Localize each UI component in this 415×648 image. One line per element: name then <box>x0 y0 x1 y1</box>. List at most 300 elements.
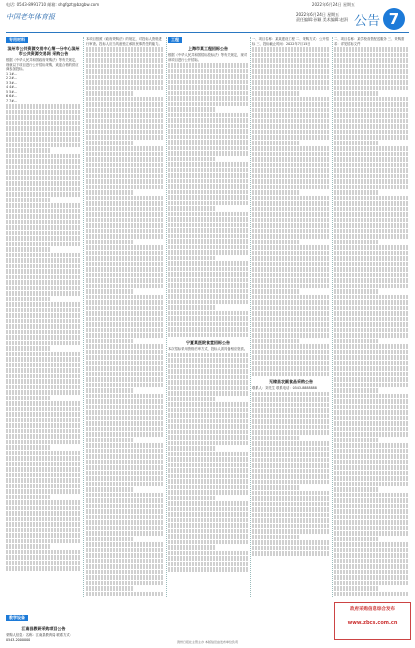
text-line-placeholder <box>334 493 409 498</box>
text-line-placeholder <box>252 372 330 377</box>
text-line-placeholder <box>6 115 81 120</box>
text-line-placeholder <box>334 311 409 316</box>
text-line-placeholder <box>168 283 248 288</box>
list-item: 4 4#... <box>6 85 18 89</box>
text-line-placeholder <box>6 346 51 351</box>
text-line-placeholder <box>334 482 409 487</box>
text-line-placeholder <box>86 438 133 443</box>
text-line-placeholder <box>334 498 409 503</box>
text-line-placeholder <box>252 267 330 272</box>
text-line-placeholder <box>168 223 248 228</box>
ad-url: www.zbcs.com.cn <box>347 620 398 626</box>
text-line-placeholder <box>252 47 330 52</box>
text-line-placeholder <box>334 570 409 575</box>
article-title: 上海市某工程招标公告 <box>188 46 228 51</box>
text-line-placeholder <box>334 438 379 443</box>
text-line-placeholder <box>252 408 330 413</box>
text-line-placeholder <box>334 449 409 454</box>
text-line-placeholder <box>6 110 81 115</box>
text-line-placeholder <box>168 217 248 222</box>
text-line-placeholder <box>86 174 164 179</box>
text-line-placeholder <box>6 462 81 467</box>
text-line-placeholder <box>334 515 409 520</box>
text-line-placeholder <box>168 91 248 96</box>
text-line-placeholder <box>6 324 81 329</box>
text-line-placeholder <box>252 392 330 397</box>
text-line-placeholder <box>252 273 330 278</box>
text-line-placeholder <box>252 366 330 371</box>
text-line-placeholder <box>168 322 248 327</box>
text-line-placeholder <box>334 416 409 421</box>
text-line-placeholder <box>252 146 330 151</box>
text-line-placeholder <box>252 430 330 435</box>
text-line-placeholder <box>86 586 133 591</box>
text-line-placeholder <box>168 534 248 539</box>
header-date: 2022年6月24日 星期五 <box>296 12 340 17</box>
text-line-placeholder <box>86 592 164 597</box>
advertisement-box <box>334 602 411 640</box>
list-item: 5 5#... <box>6 89 18 94</box>
article-text: 联系人：刘先生 联系电话：0543-8888888 <box>252 386 317 390</box>
list-item: 2 2#... <box>6 76 18 80</box>
text-line-placeholder <box>252 311 330 316</box>
text-line-placeholder <box>334 465 409 470</box>
text-line-placeholder <box>6 561 81 566</box>
text-line-placeholder <box>252 491 330 496</box>
text-line-placeholder <box>334 542 409 547</box>
text-line-placeholder <box>6 478 81 483</box>
text-line-placeholder <box>86 575 164 580</box>
text-line-placeholder <box>6 517 81 522</box>
text-line-placeholder <box>168 184 248 189</box>
text-line-placeholder <box>6 434 81 439</box>
text-line-placeholder <box>252 240 299 245</box>
text-line-placeholder <box>252 201 330 206</box>
header-editors: 责任编辑:孙颖 美术编辑:赵涓 <box>296 17 348 22</box>
text-line-placeholder <box>334 102 409 107</box>
text-line-placeholder <box>168 369 248 374</box>
text-line-placeholder <box>168 80 248 85</box>
text-line-placeholder <box>6 269 81 274</box>
text-line-placeholder <box>6 566 81 571</box>
text-line-placeholder <box>168 507 248 512</box>
text-line-placeholder <box>252 524 330 529</box>
text-line-placeholder <box>86 449 164 454</box>
article-title: 宁夏某医院食堂招标公告 <box>186 340 230 345</box>
text-line-placeholder <box>86 190 133 195</box>
text-line-placeholder <box>334 317 409 322</box>
text-line-placeholder <box>168 239 248 244</box>
text-line-placeholder <box>86 185 164 190</box>
text-line-placeholder <box>6 308 81 313</box>
text-line-placeholder <box>168 413 248 418</box>
text-line-placeholder <box>168 468 248 473</box>
text-line-placeholder <box>6 357 81 362</box>
text-line-placeholder <box>86 394 164 399</box>
text-line-placeholder <box>334 509 409 514</box>
text-line-placeholder <box>86 152 164 157</box>
text-line-placeholder <box>86 372 164 377</box>
text-line-placeholder <box>168 118 248 123</box>
section-tag: 工程 <box>168 37 182 43</box>
text-line-placeholder <box>6 330 81 335</box>
text-line-placeholder <box>86 564 164 569</box>
section-title: 公告 <box>354 14 381 29</box>
text-line-placeholder <box>6 473 81 478</box>
text-line-placeholder <box>6 209 81 214</box>
text-line-placeholder <box>6 539 81 544</box>
text-line-placeholder <box>334 394 409 399</box>
text-line-placeholder <box>6 104 81 109</box>
text-line-placeholder <box>334 355 409 360</box>
text-line-placeholder <box>334 278 409 283</box>
text-line-placeholder <box>334 196 409 201</box>
text-line-placeholder <box>252 452 330 457</box>
column-2 <box>86 37 164 597</box>
text-line-placeholder <box>6 440 81 445</box>
text-line-placeholder <box>334 218 409 223</box>
text-line-placeholder <box>334 152 409 157</box>
text-line-placeholder <box>168 129 248 134</box>
text-line-placeholder <box>168 562 248 567</box>
text-line-placeholder <box>86 482 164 487</box>
text-line-placeholder <box>86 267 164 272</box>
text-line-placeholder <box>6 522 81 527</box>
section-tag: 专用材料 <box>6 37 28 43</box>
text-line-placeholder <box>252 245 330 250</box>
text-line-placeholder <box>334 135 409 140</box>
text-line-placeholder <box>86 141 133 146</box>
text-line-placeholder <box>334 119 409 124</box>
text-line-placeholder <box>168 501 248 506</box>
text-line-placeholder <box>86 542 164 547</box>
text-line-placeholder <box>168 391 248 396</box>
text-line-placeholder <box>168 397 216 402</box>
text-line-placeholder <box>6 297 51 302</box>
article-title: 滨州市公共资源交易中心第一分中心滨州市公共资源交易网 采购公告 <box>7 46 80 56</box>
text-line-placeholder <box>86 295 164 300</box>
text-line-placeholder <box>86 278 164 283</box>
text-line-placeholder <box>334 91 379 96</box>
text-line-placeholder <box>334 174 409 179</box>
text-line-placeholder <box>86 454 164 459</box>
text-line-placeholder <box>252 463 330 468</box>
column-5 <box>334 37 409 597</box>
text-line-placeholder <box>6 143 81 148</box>
text-line-placeholder <box>6 247 51 252</box>
text-line-placeholder <box>252 295 330 300</box>
text-line-placeholder <box>252 80 330 85</box>
text-line-placeholder <box>6 412 81 417</box>
text-line-placeholder <box>86 311 164 316</box>
header-rule <box>6 32 409 33</box>
text-line-placeholder <box>334 372 409 377</box>
text-line-placeholder <box>6 121 81 126</box>
column-4 <box>252 37 330 597</box>
text-line-placeholder <box>252 135 330 140</box>
text-line-placeholder <box>6 429 81 434</box>
text-line-placeholder <box>86 284 164 289</box>
column-divider <box>166 37 167 597</box>
column-3 <box>168 37 248 597</box>
text-line-placeholder <box>252 262 330 267</box>
text-line-placeholder <box>168 289 248 294</box>
text-line-placeholder <box>86 86 164 91</box>
list-item: 3 3#... <box>6 80 18 85</box>
text-line-placeholder <box>86 493 164 498</box>
text-line-placeholder <box>86 339 133 344</box>
text-line-placeholder <box>86 322 164 327</box>
text-line-placeholder <box>86 47 164 52</box>
text-line-placeholder <box>6 319 81 324</box>
text-line-placeholder <box>168 228 248 233</box>
text-line-placeholder <box>168 179 248 184</box>
header-info <box>296 12 348 22</box>
text-line-placeholder <box>6 467 81 472</box>
text-line-placeholder <box>334 240 379 245</box>
text-line-placeholder <box>168 518 248 523</box>
text-line-placeholder <box>168 256 216 261</box>
text-line-placeholder <box>168 457 248 462</box>
text-line-placeholder <box>252 91 299 96</box>
text-line-placeholder <box>334 64 409 69</box>
text-line-placeholder <box>6 456 81 461</box>
text-line-placeholder <box>334 69 409 74</box>
text-line-placeholder <box>168 135 248 140</box>
text-line-placeholder <box>86 377 164 382</box>
text-line-placeholder <box>334 141 379 146</box>
text-line-placeholder <box>334 344 409 349</box>
text-line-placeholder <box>86 553 164 558</box>
text-line-placeholder <box>86 471 164 476</box>
text-line-placeholder <box>168 419 248 424</box>
text-line-placeholder <box>252 350 330 355</box>
text-line-placeholder <box>334 97 409 102</box>
text-line-placeholder <box>252 355 330 360</box>
text-line-placeholder <box>86 53 164 58</box>
text-line-placeholder <box>6 225 81 230</box>
text-line-placeholder <box>168 69 248 74</box>
text-line-placeholder <box>86 289 133 294</box>
text-line-placeholder <box>168 512 248 517</box>
text-line-placeholder <box>334 223 409 228</box>
text-line-placeholder <box>168 190 248 195</box>
text-line-placeholder <box>252 306 330 311</box>
text-line-placeholder <box>86 520 164 525</box>
text-line-placeholder <box>6 379 81 384</box>
text-line-placeholder <box>334 333 409 338</box>
text-line-placeholder <box>6 363 81 368</box>
text-line-placeholder <box>252 64 330 69</box>
text-line-placeholder <box>86 130 164 135</box>
text-line-placeholder <box>252 284 330 289</box>
text-line-placeholder <box>6 396 51 401</box>
text-line-placeholder <box>168 146 248 151</box>
text-line-placeholder <box>6 401 81 406</box>
text-line-placeholder <box>86 168 164 173</box>
text-line-placeholder <box>168 452 248 457</box>
text-line-placeholder <box>334 592 409 597</box>
text-line-placeholder <box>334 504 409 509</box>
text-line-placeholder <box>252 333 330 338</box>
text-line-placeholder <box>334 454 409 459</box>
text-line-placeholder <box>86 416 164 421</box>
text-line-placeholder <box>168 402 248 407</box>
text-line-placeholder <box>252 322 330 327</box>
text-line-placeholder <box>168 113 248 118</box>
text-line-placeholder <box>334 229 409 234</box>
article-text: 本项目按照《政府采购法》的规定，对投标人资格进行审查。投标人应当具备独立承担民事责任的能力。 <box>86 37 162 46</box>
text-line-placeholder <box>86 333 164 338</box>
text-line-placeholder <box>252 190 299 195</box>
text-line-placeholder <box>86 531 164 536</box>
text-line-placeholder <box>6 489 81 494</box>
text-line-placeholder <box>334 124 409 129</box>
text-line-placeholder <box>168 430 248 435</box>
text-line-placeholder <box>252 179 330 184</box>
text-line-placeholder <box>86 405 164 410</box>
text-line-placeholder <box>168 551 248 556</box>
text-line-placeholder <box>6 187 81 192</box>
text-line-placeholder <box>6 291 81 296</box>
text-line-placeholder <box>168 267 248 272</box>
text-line-placeholder <box>252 196 330 201</box>
text-line-placeholder <box>86 300 164 305</box>
column-divider <box>250 37 251 597</box>
text-line-placeholder <box>334 267 409 272</box>
text-line-placeholder <box>168 567 248 572</box>
text-line-placeholder <box>168 556 248 561</box>
text-line-placeholder <box>6 528 81 533</box>
text-line-placeholder <box>334 559 409 564</box>
text-line-placeholder <box>252 339 299 344</box>
text-line-placeholder <box>334 537 379 542</box>
text-line-placeholder <box>168 316 248 321</box>
text-line-placeholder <box>168 102 248 107</box>
text-line-placeholder <box>86 487 133 492</box>
text-line-placeholder <box>168 250 248 255</box>
text-line-placeholder <box>86 366 164 371</box>
text-line-placeholder <box>86 135 164 140</box>
text-line-placeholder <box>252 58 330 63</box>
text-line-placeholder <box>168 300 248 305</box>
text-line-placeholder <box>168 496 216 501</box>
text-line-placeholder <box>86 212 164 217</box>
text-line-placeholder <box>252 174 330 179</box>
text-line-placeholder <box>252 535 299 540</box>
text-line-placeholder <box>334 421 409 426</box>
text-line-placeholder <box>86 498 164 503</box>
text-line-placeholder <box>252 474 330 479</box>
text-line-placeholder <box>6 313 81 318</box>
text-line-placeholder <box>6 511 81 516</box>
text-line-placeholder <box>168 195 248 200</box>
text-line-placeholder <box>168 441 248 446</box>
text-line-placeholder <box>86 75 164 80</box>
ad-title: 政府采购信息综合发布 <box>350 607 395 612</box>
text-line-placeholder <box>252 485 299 490</box>
text-line-placeholder <box>6 203 81 208</box>
text-line-placeholder <box>6 176 81 181</box>
list-item: 1 1#... <box>6 71 18 76</box>
text-line-placeholder <box>334 366 409 371</box>
text-line-placeholder <box>168 151 248 156</box>
text-line-placeholder <box>252 212 330 217</box>
text-line-placeholder <box>252 168 330 173</box>
text-line-placeholder <box>334 531 409 536</box>
text-line-placeholder <box>334 295 409 300</box>
text-line-placeholder <box>6 286 81 291</box>
list-item: 7 7#... <box>6 98 18 103</box>
text-line-placeholder <box>334 300 409 305</box>
text-line-placeholder <box>6 198 51 203</box>
text-line-placeholder <box>334 432 409 437</box>
text-line-placeholder <box>334 86 409 91</box>
text-line-placeholder <box>6 159 81 164</box>
text-line-placeholder <box>6 506 81 511</box>
text-line-placeholder <box>252 86 330 91</box>
text-line-placeholder <box>334 405 409 410</box>
text-line-placeholder <box>334 190 379 195</box>
text-line-placeholder <box>168 311 248 316</box>
text-line-placeholder <box>86 179 164 184</box>
text-line-placeholder <box>6 181 81 186</box>
text-line-placeholder <box>168 327 248 332</box>
text-line-placeholder <box>334 471 409 476</box>
text-line-placeholder <box>168 162 248 167</box>
text-line-placeholder <box>86 465 164 470</box>
text-line-placeholder <box>86 69 164 74</box>
text-line-placeholder <box>334 256 409 261</box>
section-tag: 教学设备 <box>6 615 28 621</box>
text-line-placeholder <box>86 526 164 531</box>
text-line-placeholder <box>334 251 409 256</box>
text-line-placeholder <box>252 75 330 80</box>
text-line-placeholder <box>252 414 330 419</box>
text-line-placeholder <box>168 278 248 283</box>
text-line-placeholder <box>6 495 51 500</box>
text-line-placeholder <box>6 214 81 219</box>
text-line-placeholder <box>168 474 248 479</box>
text-line-placeholder <box>168 479 248 484</box>
page-footer: 滨州日报社主管主办 本版信息由发布单位负责 <box>177 640 238 644</box>
text-line-placeholder <box>334 460 409 465</box>
text-line-placeholder <box>86 80 164 85</box>
column-divider <box>83 37 84 597</box>
text-line-placeholder <box>334 273 409 278</box>
text-line-placeholder <box>252 480 330 485</box>
text-line-placeholder <box>334 163 409 168</box>
text-line-placeholder <box>334 108 409 113</box>
text-line-placeholder <box>252 130 330 135</box>
text-line-placeholder <box>252 425 330 430</box>
text-line-placeholder <box>86 383 164 388</box>
text-line-placeholder <box>168 107 216 112</box>
article-text: 根据《中华人民共和国招标投标法》等有关规定，现对该项目进行公开招标。 <box>168 53 248 62</box>
text-line-placeholder <box>168 272 248 277</box>
text-line-placeholder <box>86 218 164 223</box>
text-line-placeholder <box>86 108 164 113</box>
text-line-placeholder <box>6 555 81 560</box>
text-line-placeholder <box>252 229 330 234</box>
text-line-placeholder <box>6 148 51 153</box>
text-line-placeholder <box>168 380 248 385</box>
text-line-placeholder <box>6 280 81 285</box>
text-line-placeholder <box>168 446 216 451</box>
text-line-placeholder <box>334 47 409 52</box>
column-divider <box>332 37 333 597</box>
text-line-placeholder <box>334 361 409 366</box>
